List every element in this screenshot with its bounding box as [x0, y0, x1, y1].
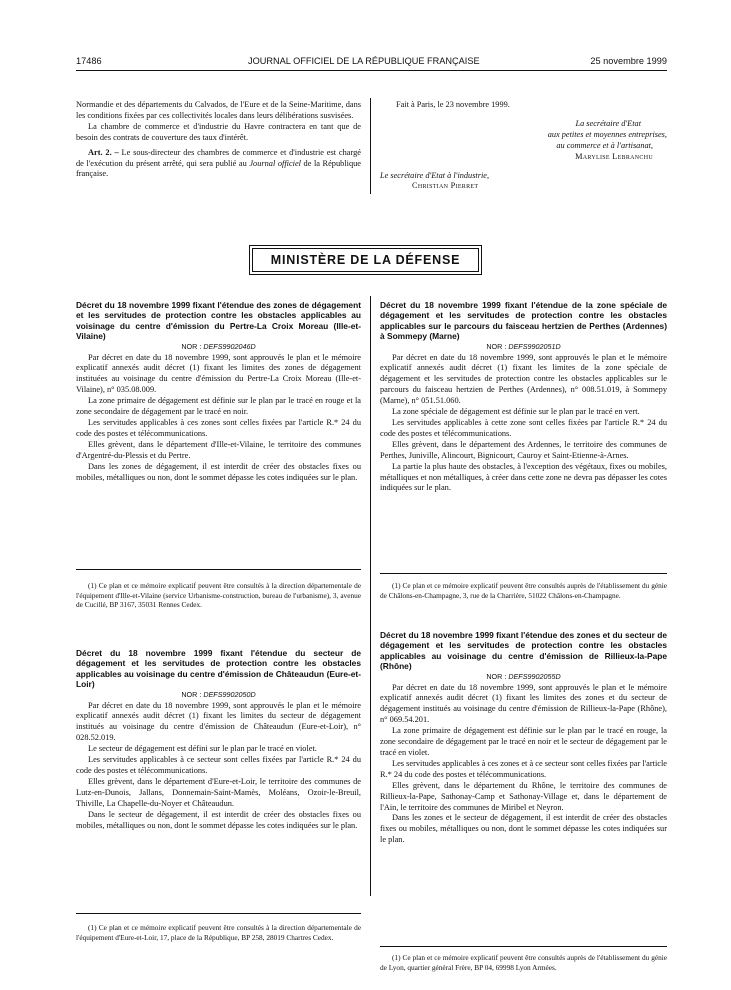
nor-reference: NOR : DEFS9902050D — [181, 689, 256, 699]
paragraph: Les servitudes applicables à cette zone sont celles fixées par l'article R.* 24 du code des postes et télécommunications. — [380, 417, 667, 438]
paragraph: La zone primaire de dégagement est définie sur le plan par le tracé en rouge et la zone secondaire de dégagement par le tracé en noir. — [76, 396, 361, 417]
nor-reference: NOR : DEFS9902046D — [181, 341, 256, 351]
decree-rillieux — [380, 630, 667, 846]
paragraph: Les servitudes applicables à ces zones sont celles fixées par l'article R.* 24 du code des postes et télécommunications. — [76, 417, 361, 438]
decree-chateaudun — [76, 648, 361, 831]
paragraph: Par décret en date du 18 novembre 1999, sont approuvés le plan et le mémoire explicatif annexés audit décret (1) fixant les limites du secteur de dégagement institués au voisinage du centre d'émission de Châteaudun (Eure-et-Loir), n° 028.52.019. — [76, 700, 361, 743]
paragraph: Les servitudes applicables à ce secteur sont celles fixées par l'article R.* 24 du code des postes et télécommunications. — [76, 755, 361, 775]
decree-title: Décret du 18 novembre 1999 fixant l'étendue des zones et du secteur de dégagement et les servitudes de protection contre les obstacles applicables au voisinage du centre d'émission de Rillieux-la-Pape (Rhône) — [380, 630, 667, 672]
paragraph: Elles grèvent, dans le département d'Eure-et-Loir, le territoire des communes de Lutz-en-Dunois, Jallans, Donnemain-Saint-Mamès, Moléans, Ozoir-le-Breuil, Thiville, La Chapelle-du-Noyer et Châteaudun. — [76, 776, 361, 808]
article-2: Art. 2. – Le sous-directeur des chambres de commerce et d'industrie est chargé de l'exécution du présent arrêté, qui sera publié au Journal officiel de la République française. — [76, 147, 361, 179]
paragraph: La partie la plus haute des obstacles, à l'exception des végétaux, fixes ou mobiles, métalliques et non métalliques, à créer dans cette zone ne devra pas dépasser les cotes indiquées sur le plan. — [380, 461, 667, 493]
issue-date: 25 novembre 1999 — [590, 56, 667, 66]
paragraph: Par décret en date du 18 novembre 1999, sont approuvés le plan et le mémoire explicatif annexés audit décret (1) fixant les limites des zones et du secteur de dégagement institués au voisinage du centre d'émission de Rillieux-la-Pape (Rhône), n° 069.54.201. — [380, 682, 667, 725]
column-divider-main — [370, 296, 371, 896]
paragraph: La zone spéciale de dégagement est définie sur le plan par le tracé en vert. — [392, 407, 640, 417]
column-divider-top — [370, 98, 371, 194]
header-rule — [76, 70, 667, 71]
paragraph: La zone primaire de dégagement est définie sur le plan par le tracé en rouge, la zone secondaire de dégagement par le tracé en noir et le secteur de dégagement par le tracé en violet. — [380, 726, 667, 757]
decree-title: Décret du 18 novembre 1999 fixant l'étendue des zones de dégagement et les servitudes de protection contre les obstacles applicables au voisinage du centre d'émission du Pertre-La Croix Moreau (Ille-et-Vilaine) — [76, 300, 361, 342]
footnote: (1) Ce plan et ce mémoire explicatif peuvent être consultés auprès de l'établissement du génie de Lyon, quartier général Frère, BP 04, 69998 Lyon Armées. — [380, 953, 667, 972]
signatory-name: Christian Pierret — [412, 181, 479, 191]
signatory-name: Marylise Lebranchu — [575, 151, 653, 161]
paragraph: Elles grèvent, dans le département des Ardennes, le territoire des communes de Perthes, Juniville, Alincourt, Bignicourt, Cauroy et Saint-Etienne-à-Arnes. — [380, 439, 667, 460]
paragraph: Par décret en date du 18 novembre 1999, sont approuvés le plan et le mémoire explicatif annexés audit décret (1) fixant les limites de la zone spéciale de dégagement et les servitudes de protection contre les obstacles applicables sur le parcours du faisceau hertzien de Perthes (Ardennes), n° 008.51.019, à Sommepy (Marne), n° 051.51.060. — [380, 352, 667, 406]
signature-block: Fait à Paris, le 23 novembre 1999. La secrétaire d'Etat aux petites et moyennes entreprises, au commerce et à l'artisanat, Marylise Lebranchu Le secrétaire d'Etat à l'industrie, Christian Pierret — [380, 100, 667, 191]
page-number: 17486 — [76, 56, 102, 66]
paragraph: La chambre de commerce et d'industrie du Havre contractera en tant que de besoin des contrats de couverture des taux d'intérêt. — [76, 121, 361, 142]
journal-title: JOURNAL OFFICIEL DE LA RÉPUBLIQUE FRANÇAISE — [248, 56, 480, 66]
ministry-heading: MINISTÈRE DE LA DÉFENSE — [252, 248, 479, 272]
paragraph: Dans les zones de dégagement, il est interdit de créer des obstacles fixes ou mobiles, métalliques ou non, dont le sommet dépasse les cotes indiquées sur le plan. — [76, 461, 361, 482]
paragraph: Dans le secteur de dégagement, il est interdit de créer des obstacles fixes ou mobiles, métalliques ou non, dont le sommet dépasse les cotes indiquées sur le plan. — [76, 809, 361, 830]
footnote: (1) Ce plan et ce mémoire explicatif peuvent être consultés auprès de l'établissement du génie de Châlons-en-Champagne, 3, rue de la Charrière, 51022 Châlons-en-Champagne. — [380, 581, 667, 600]
paragraph: Les servitudes applicables à ces zones et à ce secteur sont celles fixées par l'article R.* 24 du code des postes et télécommunications. — [380, 758, 667, 779]
footnote: (1) Ce plan et ce mémoire explicatif peuvent être consultés à la direction départementale de l'équipement d'Eure-et-Loir, 17, place de la République, BP 258, 28019 Chartres Cedex. — [76, 923, 361, 942]
footnote: (1) Ce plan et ce mémoire explicatif peuvent être consultés à la direction départementale de l'équipement d'Ille-et-Vilaine (service Urbanisme-construction, bureau de l'urbanisme), 3, avenue de Cucillé, BP 3167, 35031 Rennes Cedex. — [76, 581, 361, 610]
footnote-rule — [76, 913, 361, 914]
footnote-rule — [380, 946, 667, 947]
paragraph: Elles grèvent, dans le département du Rhône, le territoire des communes de Rillieux-la-Pape, Sathonay-Camp et Sathonay-Village et, dans le département de l'Ain, le territoire des communes de Miribel et Neyron. — [380, 780, 667, 812]
article-label: Art. 2. – — [88, 147, 119, 157]
decree-pertre — [76, 300, 361, 483]
paragraph: Normandie et des départements du Calvados, de l'Eure et de la Seine-Maritime, dans les conditions fixées par ces collectivités locales dans leurs délibérations susvisées. — [76, 100, 361, 120]
footnote-rule — [380, 573, 667, 574]
top-left-column — [76, 100, 361, 180]
running-header — [76, 56, 667, 70]
nor-reference: NOR : DEFS9902051D — [486, 341, 561, 351]
paragraph: Le secteur de dégagement est défini sur le plan par le tracé en violet. — [88, 744, 317, 754]
decree-title: Décret du 18 novembre 1999 fixant l'étendue du secteur de dégagement et les servitudes de protection contre les obstacles applicables au voisinage du centre d'émission de Châteaudun (Eure-et-Loir) — [76, 648, 361, 690]
nor-reference: NOR : DEFS9902055D — [486, 671, 561, 681]
footnote-rule — [76, 569, 361, 570]
fait-line: Fait à Paris, le 23 novembre 1999. — [396, 100, 510, 109]
decree-perthes — [380, 300, 667, 494]
paragraph: Par décret en date du 18 novembre 1999, sont approuvés le plan et le mémoire explicatif annexés audit décret (1) fixant les limites des zones de dégagement instituées au voisinage du centre d'émission du Pertre-La Croix Moreau (Ille-et-Vilaine), n° 035.08.009. — [76, 352, 361, 395]
paragraph: Dans les zones et le secteur de dégagement, il est interdit de créer des obstacles fixes ou mobiles, métalliques ou non, dont le sommet dépasse les cotes indiquées sur le plan. — [380, 813, 667, 845]
paragraph: Elles grèvent, dans le département d'Ille-et-Vilaine, le territoire des communes d'Argentré-du-Plessis et du Pertre. — [76, 439, 361, 460]
decree-title: Décret du 18 novembre 1999 fixant l'étendue de la zone spéciale de dégagement et les servitudes de protection contre les obstacles applicables sur le parcours du faisceau hertzien de Perthes (Ardennes) à Sommepy (Marne) — [380, 300, 667, 342]
